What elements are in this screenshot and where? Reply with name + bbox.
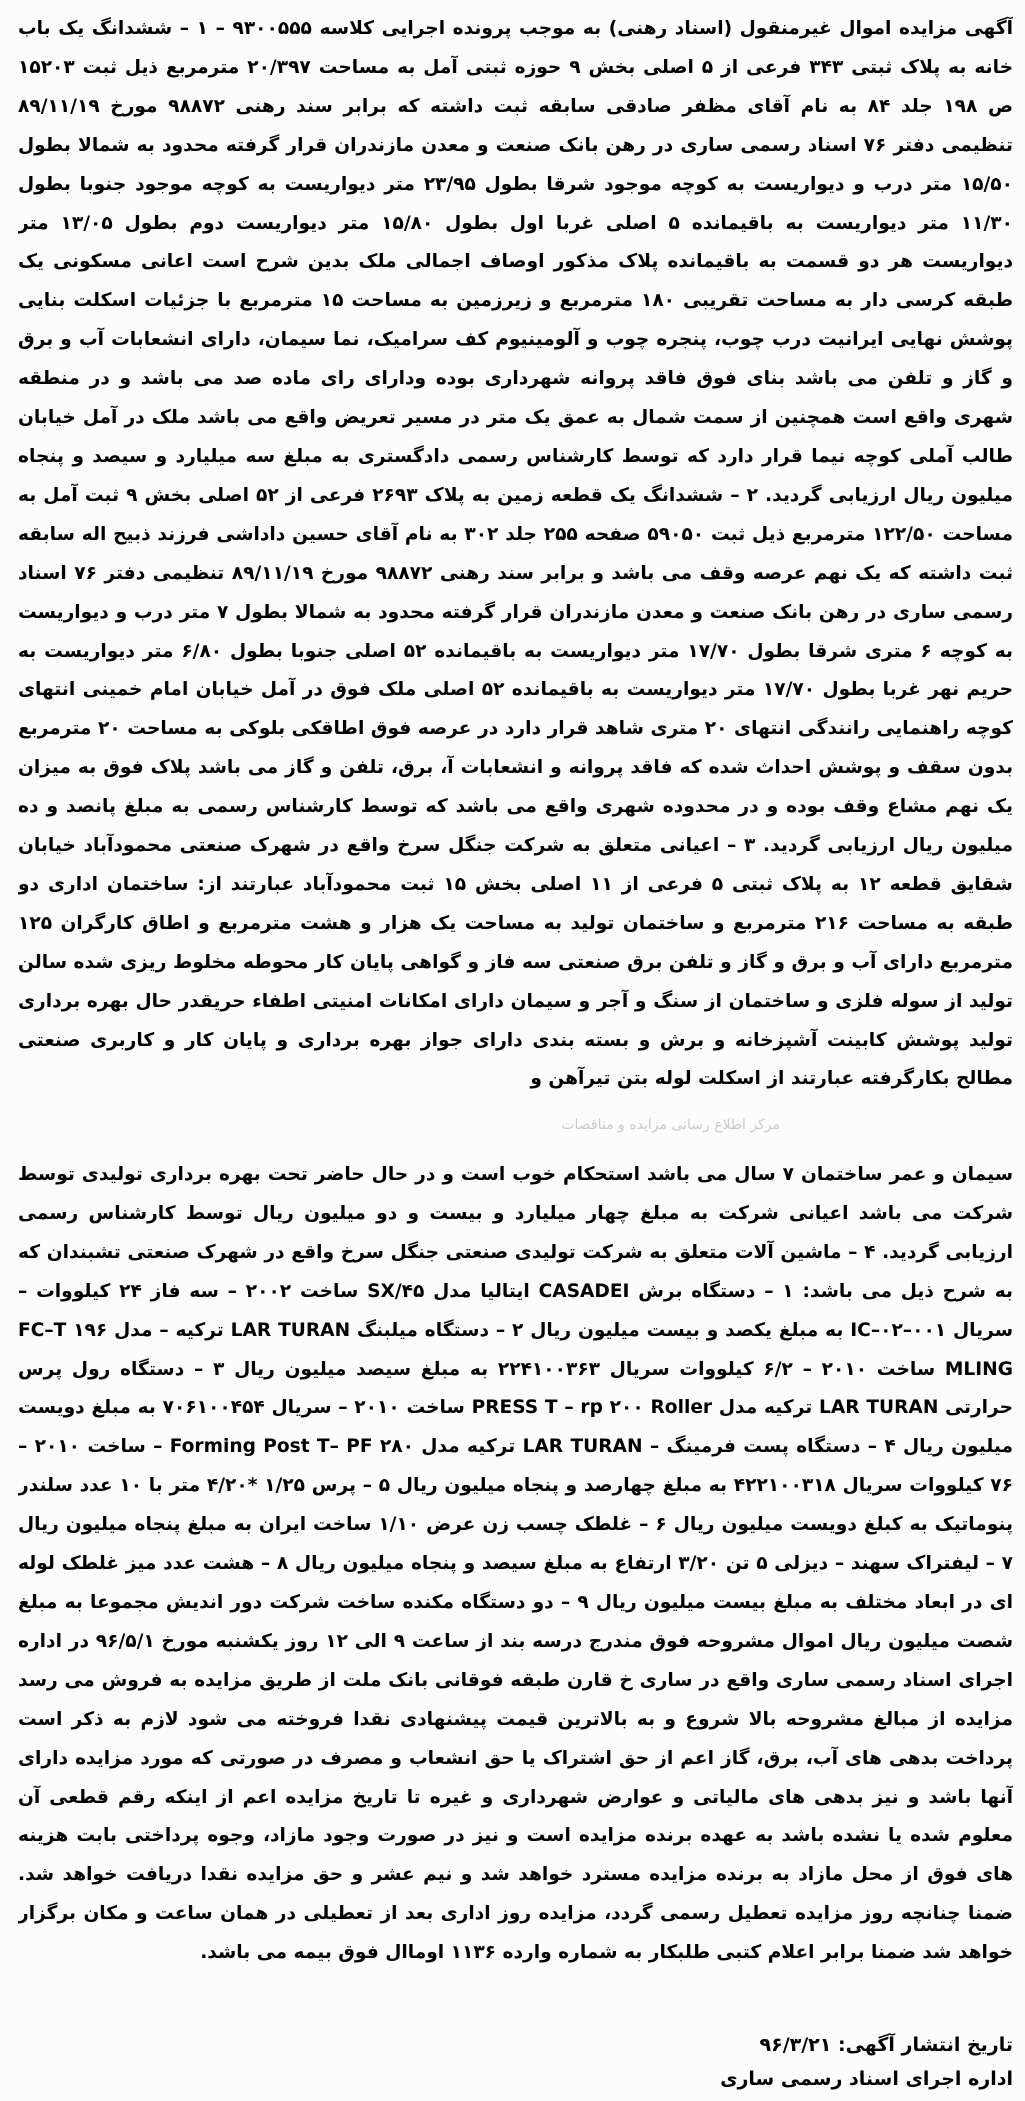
publish-date: تاریخ انتشار آگهی: ۹۶/۳/۲۱ <box>759 2034 1013 2056</box>
issuer-name: اداره اجرای اسناد رسمی ساری <box>720 2068 1013 2090</box>
notice-part-two <box>18 1156 1013 2016</box>
notice-paragraph-one: آگهی مزایده اموال غیرمنقول (اسناد رهنی) به موجب پرونده اجرایی کلاسه ۹۳۰۰۵۵۵ – ۱ – ششدانگ یک باب خانه به پلاک ثبتی ۳۴۳ فرعی از ۵ اصلی بخش ۹ حوزه ثبتی آمل به مساحت ۲۰/۳۹۷ مترمربع ذیل ثبت ۱۵۲۰۳ ص ۱۹۸ جلد ۸۴ به نام آقای مظفر صادقی سابقه ثبت داشته که برابر سند رهنی ۹۸۸۷۲ مورخ ۸۹/۱۱/۱۹ تنظیمی دفتر ۷۶ اسناد رسمی ساری در رهن بانک صنعت و معدن مازندران قرار گرفته محدود به شمالا بطول ۱۵/۵۰ متر درب و دیواریست به کوچه موجود شرقا بطول ۲۳/۹۵ متر دیواریست به کوچه موجود جنوبا بطول ۱۱/۳۰ متر دیواریست به باقیمانده ۵ اصلی غربا اول بطول ۱۵/۸۰ متر دیواریست دوم بطول ۱۳/۰۵ متر دیواریست هر دو قسمت به باقیمانده پلاک مذکور اوصاف اجمالی ملک بدین شرح است اعانی مسکونی یک طبقه کرسی دار به مساحت تقریبی ۱۸۰ مترمربع و زیرزمین به مساحت ۱۵ مترمربع با جزئیات اسکلت بنایی پوشش نهایی ایرانیت درب چوب، پنجره چوب و آلومینیوم کف سرامیک، نما سیمان، دارای انشعابات آب و برق و گاز و تلفن می باشد بنای فوق فاقد پروانه شهرداری بوده ودارای رای ماده صد می باشد و در منطقه شهری واقع است همچنین از سمت شمال به عمق یک متر در مسیر تعریض واقع می باشد ملک در آمل خیابان طالب آملی کوچه نیما قرار دارد که توسط کارشناس رسمی دادگستری به مبلغ سه میلیارد و سیصد و پنجاه میلیون ریال ارزیابی گردید. ۲ – ششدانگ یک قطعه زمین به پلاک ۲۶۹۳ فرعی از ۵۲ اصلی بخش ۹ ثبت آمل به مساحت ۱۲۲/۵۰ مترمربع ذیل ثبت ۵۹۰۵۰ صفحه ۲۵۵ جلد ۳۰۲ به نام آقای حسین داداشی فرزند ذبیح اله سابقه ثبت داشته که یک نهم عرصه وقف می باشد و برابر سند رهنی ۹۸۸۷۲ مورخ ۸۹/۱۱/۱۹ تنظیمی دفتر ۷۶ اسناد رسمی ساری در رهن بانک صنعت و معدن مازندران قرار گرفته محدود به شمالا بطول ۷ متر درب و دیواریست به کوچه ۶ متری شرقا بطول ۱۷/۷۰ متر دیواریست به باقیمانده ۵۲ اصلی جنوبا بطول ۶/۸۰ متر دیواریست به حریم نهر غربا بطول ۱۷/۷۰ متر دیواریست به باقیمانده ۵۲ اصلی ملک فوق در آمل خیابان امام خمینی انتهای کوچه راهنمایی رانندگی انتهای ۲۰ متری شاهد قرار دارد در عرصه فوق اطاقکی بلوکی به مساحت ۲۰ مترمربع بدون سقف و پوشش احداث شده که فاقد پروانه و انشعابات آ، برق، تلفن و گاز می باشد پلاک فوق به میزان یک نهم مشاع وقف بوده و در محدوده شهری واقع می باشد که توسط کارشناس رسمی به مبلغ پانصد و ده میلیون ریال ارزیابی گردید. ۳ – اعیانی متعلق به شرکت جنگل سرخ واقع در شهرک صنعتی محمودآباد خیابان شقایق قطعه ۱۲ به پلاک ثبتی ۵ فرعی از ۱۱ اصلی بخش ۱۵ ثبت محمودآباد عبارتند از: ساختمان اداری دو طبقه به مساحت ۲۱۶ مترمربع و ساختمان تولید به مساحت یک هزار و هشت مترمربع و اطاق کارگران ۱۲۵ مترمربع دارای آب و برق و گاز و تلفن برق صنعتی سه فاز و گواهی پایان کار محوطه مخلوط ریزی شده سالن تولید از سوله فلزی و ساختمان از سنگ و آجر و سیمان دارای امکانات امنیتی اطفاء حریقدر حال بهره برداری تولید پوشش کابینت آشپزخانه و برش و بسته بندی دارای جواز بهره برداری و پایان کار و کاربری صنعتی مطالح بکارگرفته عبارتند از اسکلت لوله بتن تیرآهن و <box>18 18 1013 1090</box>
watermark-text: مرکز اطلاع رسانی مزایده و مناقصات <box>561 1117 780 1133</box>
notice-footer <box>33 2028 1013 2096</box>
notice-part-one <box>18 10 1013 1136</box>
notice-paragraph-two: سیمان و عمر ساختمان ۷ سال می باشد استحکام خوب است و در حال حاضر تحت بهره برداری تولیدی توسط شرکت می باشد اعیانی شرکت به مبلغ چهار میلیارد و بیست و دو میلیون ریال توسط کارشناس رسمی ارزیابی گردید. ۴ – ماشین آلات متعلق به شرکت تولیدی صنعتی جنگل سرخ واقع در شهرک صنعتی تشبندان که به شرح ذیل می باشد: ۱ – دستگاه برش CASADEI ایتالیا مدل SX/۴۵ ساخت ۲۰۰۲ – سه فاز ۲۴ کیلووات – سریال IC–۰۲–۰۰۱ به مبلغ یکصد و بیست میلیون ریال ۲ – دستگاه میلبنگ LAR TURAN ترکیه – مدل FC–T ۱۹۶ MLING ساخت ۲۰۱۰ – ۶/۲ کیلووات سریال ۲۲۴۱۰۰۳۶۳ به مبلغ سیصد میلیون ریال ۳ – دستگاه رول پرس حرارتی LAR TURAN ترکیه مدل PRESS T – rp ۲۰۰ Roller ساخت ۲۰۱۰ – سریال ۷۰۶۱۰۰۴۵۴ به مبلغ دویست میلیون ریال ۴ – دستگاه پست فرمینگ – LAR TURAN ترکیه مدل Forming Post T– PF ۲۸۰ – ساخت ۲۰۱۰ – ۷۶ کیلووات سریال ۴۲۲۱۰۰۳۱۸ به مبلغ چهارصد و پنجاه میلیون ریال ۵ – پرس ۱/۲۵ *۴/۲۰ متر با ۱۰ عدد سلندر پنوماتیک به کبلغ دویست میلیون ریال ۶ – غلطک چسب زن عرض ۱/۱۰ ساخت ایران به مبلغ پنجاه میلیون ریال ۷ – لیفتراک سهند – دیزلی ۵ تن ۳/۲۰ ارتفاع به مبلغ سیصد و پنجاه میلیون ریال ۸ – هشت عدد میز غلطک لوله ای در ابعاد مختلف به مبلغ بیست میلیون ریال ۹ – دو دستگاه مکنده ساخت شرکت دور اندیش مجموعا به مبلغ شصت میلیون ریال اموال مشروحه فوق مندرج درسه بند از ساعت ۹ الی ۱۲ روز یکشنبه مورخ ۹۶/۵/۱ در اداره اجرای اسناد رسمی ساری واقع در ساری خ قارن طبقه فوقانی بانک ملت از طریق مزایده به فروش می رسد مزایده از مبالغ مشروحه بالا شروع و به بالاترین قیمت پیشنهادی نقدا فروخته می شود لازم به ذکر است پرداخت بدهی های آب، برق، گاز اعم از حق اشتراک یا حق انشعاب و مصرف در صورتی که مورد مزایده دارای آنها باشد و نیز بدهی های مالیاتی و عوارض شهرداری و غیره تا تاریخ مزایده اعم از اینکه رقم قطعی آن معلوم شده یا نشده باشد به عهده برنده مزایده است و نیز در صورت وجود مازاد، وجوه پرداختی بابت هزینه های فوق از محل مازاد به برنده مزایده مسترد خواهد شد و نیم عشر و حق مزایده نقدا دریافت خواهد شد. ضمنا چنانچه روز مزایده تعطیل رسمی گردد، مزایده روز اداری بعد از تعطیلی در همان ساعت و مکان برگزار خواهد شد ضمنا برابر اعلام کتبی طلبکار به شماره وارده ۱۱۳۶ اوماال فوق بیمه می باشد. <box>18 1164 1013 1964</box>
